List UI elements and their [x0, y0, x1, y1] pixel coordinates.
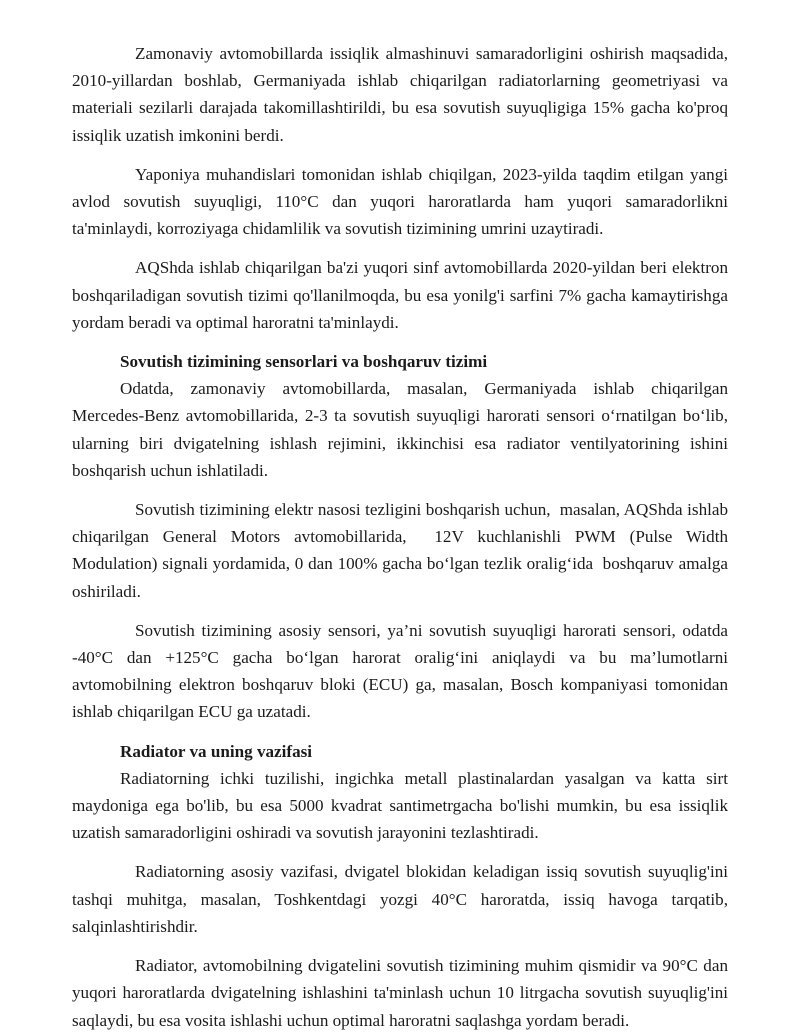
paragraph-usa-electronic-cooling: AQShda ishlab chiqarilgan ba'zi yuqori sinf avtomobillarda 2020-yildan beri elektron boshqariladigan sovutish tizimi qo'llanilmoqda, bu esa yonilg'i sarfini 7% gacha kamaytirishga yordam beradi va optimal haroratni ta'minlaydi.: [72, 258, 733, 332]
paragraph-radiator-capacity: Radiator, avtomobilning dvigatelini sovutish tizimining muhim qismidir va 90°C dan yuqori haroratlarda dvigatelning ishlashini ta'minlash uchun 10 litrgacha sovutish suyuqlig'ini saqlaydi, bu esa vosita ishlashi uchun optimal haroratni saqlashga yordam beradi.: [72, 956, 733, 1030]
paragraph-heat-exchange-germany: Zamonaviy avtomobillarda issiqlik almashinuvi samaradorligini oshirish maqsadida, 2010-yillardan boshlab, Germaniyada ishlab chiqarilgan radiatorlarning geometriyasi va materiali sezilarli darajada takomillashtirildi, bu esa sovutish suyuqligiga 15% gacha ko'proq issiqlik uzatish imkonini berdi.: [72, 44, 733, 145]
heading-sensors-and-control-system: Sovutish tizimining sensorlari va boshqaruv tizimi: [120, 352, 488, 372]
paragraph-radiator-main-function: Radiatorning asosiy vazifasi, dvigatel blokidan keladigan issiq sovutish suyuqlig'ini tashqi muhitga, masalan, Toshkentdagi yozgi 40°C haroratda, issiq havoga tarqatib, salqinlashtirishdir.: [72, 862, 733, 936]
paragraph-japan-coolant: Yaponiya muhandislari tomonidan ishlab chiqilgan, 2023-yilda taqdim etilgan yangi avlod sovutish suyuqligi, 110°C dan yuqori haroratlarda ham yuqori samaradorlikni ta'minlaydi, korroziyaga chidamlilik va sovutish tizimining umrini uzaytiradi.: [72, 164, 733, 239]
paragraph-radiator-internal-structure: Radiatorning ichki tuzilishi, ingichka metall plastinalardan yasalgan va katta sirt maydoniga ega bo'lib, bu esa 5000 kvadrat santimetrgacha bo'lishi mumkin, bu esa issiqlik uzatish samaradorligini oshiradi va sovutish jarayonini tezlashtiradi.: [72, 768, 733, 843]
document-text-body: [72, 40, 733, 1034]
section-radiator-and-its-function: [72, 738, 733, 847]
paragraph-pwm-pump-control: Sovutish tizimining elektr nasosi tezligini boshqarish uchun, masalan, AQShda ishlab chiqarilgan General Motors avtomobillarida, 12V kuchlanishli PWM (Pulse Width Modulation) signali yordamida, 0 dan 100% gacha bo‘lgan tezlik oralig‘ida boshqaruv amalga oshiriladi.: [72, 500, 733, 601]
section-sensors-and-control-system: [72, 348, 733, 484]
heading-radiator-and-its-function: Radiator va uning vazifasi: [120, 741, 313, 761]
paragraph-mercedes-sensors: Odatda, zamonaviy avtomobillarda, masalan, Germaniyada ishlab chiqarilgan Mercedes-Benz avtomobillarida, 2-3 ta sovutish suyuqligi harorati sensori o‘rnatilgan bo‘lib, ularning biri dvigatelning ishlash rejimini, ikkinchisi esa radiator ventilyatorining ishini boshqarish uchun ishlatiladi.: [72, 379, 733, 480]
paragraph-main-sensor-ecu: Sovutish tizimining asosiy sensori, ya’ni sovutish suyuqligi harorati sensori, odatda -40°C dan +125°C gacha bo‘lgan harorat oralig‘ini aniqlaydi va bu ma’lumotlarni avtomobilning elektron boshqaruv bloki (ECU) ga, masalan, Bosch kompaniyasi tomonidan ishlab chiqarilgan ECU ga uzatadi.: [72, 620, 733, 722]
